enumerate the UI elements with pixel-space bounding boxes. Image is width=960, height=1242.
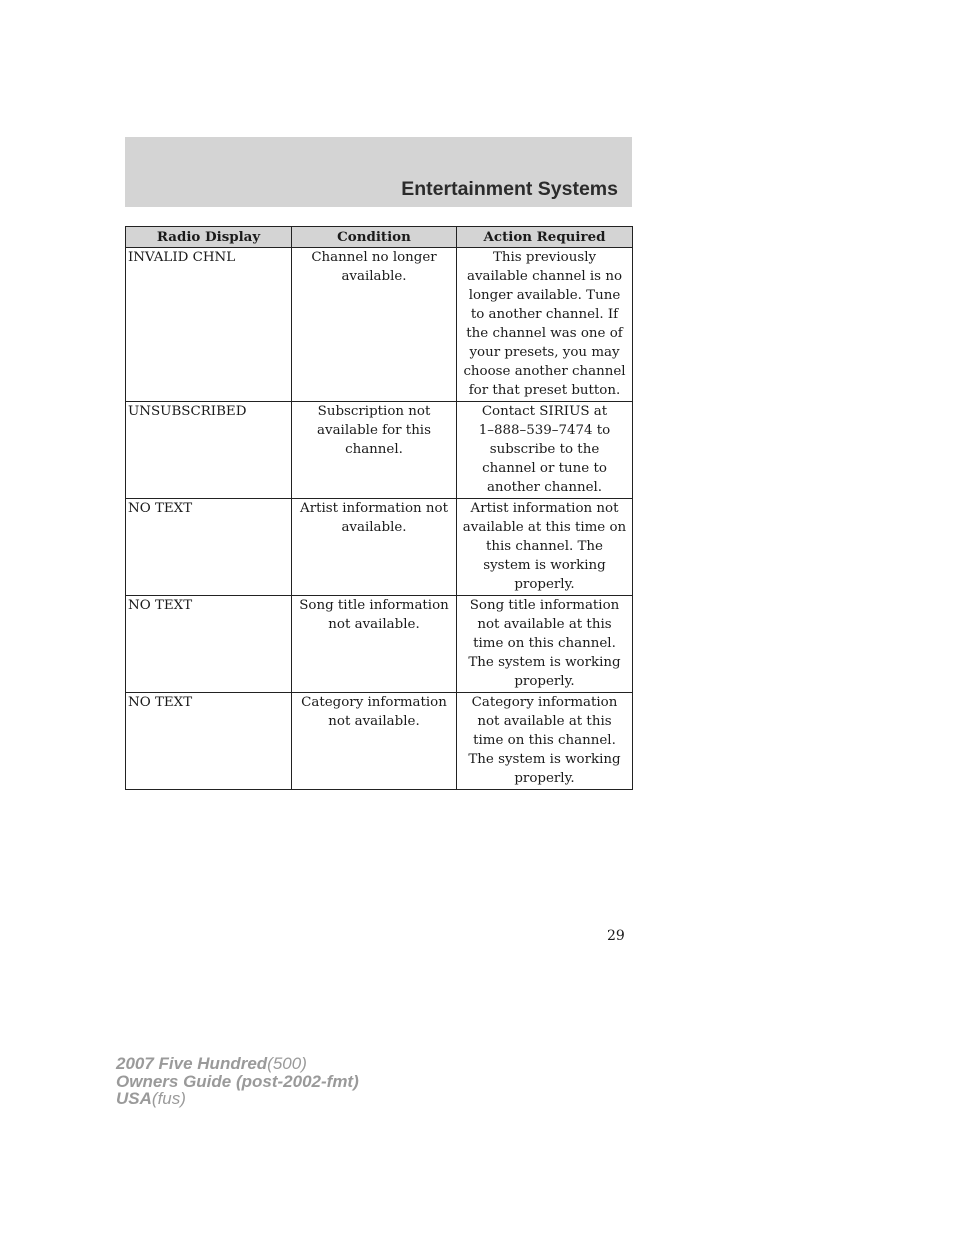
condition-cell-line: Artist information not <box>300 501 448 516</box>
action-required-cell <box>457 248 633 402</box>
radio-display-cell: INVALID CHNL <box>126 248 292 402</box>
condition-cell-line: available. <box>341 269 407 284</box>
table-row <box>126 402 633 499</box>
action-required-cell <box>457 499 633 596</box>
action-required-cell-line: The system is working <box>468 752 621 767</box>
action-required-cell-line: not available at this <box>477 617 612 632</box>
condition-cell-line: channel. <box>345 442 403 457</box>
action-required-cell-line: longer available. Tune <box>468 288 621 303</box>
footer-line-market <box>116 1090 359 1108</box>
radio-display-cell: NO TEXT <box>126 499 292 596</box>
page-number: 29 <box>607 928 625 944</box>
action-required-cell-line: your presets, you may <box>469 345 620 360</box>
table-header-row <box>126 227 633 248</box>
table-body <box>126 248 633 790</box>
action-required-cell-line: this channel. The <box>486 539 603 554</box>
action-required-cell-line: available channel is no <box>466 269 623 284</box>
condition-cell-line: Subscription not <box>317 404 431 419</box>
action-required-cell-line: time on this channel. <box>473 733 616 748</box>
condition-cell-line: Category information <box>301 695 447 710</box>
action-required-cell-line: 1–888–539–7474 to <box>478 423 611 438</box>
action-required-cell-line: time on this channel. <box>473 636 616 651</box>
action-required-cell-line: Contact SIRIUS at <box>481 404 608 419</box>
condition-cell-line: not available. <box>328 617 420 632</box>
action-required-cell-line: Song title information <box>469 598 620 613</box>
condition-cell-line: Channel no longer <box>311 250 437 265</box>
section-title: Entertainment Systems <box>401 178 618 200</box>
condition-cell-line: Song title information <box>299 598 449 613</box>
radio-display-cell: UNSUBSCRIBED <box>126 402 292 499</box>
action-required-cell-line: Artist information not <box>470 501 619 516</box>
condition-cell-line: not available. <box>328 714 420 729</box>
action-required-cell <box>457 596 633 693</box>
condition-cell <box>292 499 457 596</box>
table-row <box>126 693 633 790</box>
column-header-action-required: Action Required <box>457 227 633 248</box>
column-header-condition: Condition <box>292 227 457 248</box>
action-required-cell-line: to another channel. If <box>470 307 619 322</box>
footer-market-code: (fus) <box>151 1089 186 1108</box>
action-required-cell-line: the channel was one of <box>466 326 623 341</box>
footer-document-info <box>116 1055 359 1108</box>
condition-cell <box>292 596 457 693</box>
action-required-cell <box>457 402 633 499</box>
action-required-cell-line: properly. <box>514 577 575 592</box>
condition-cell-line: available. <box>341 520 407 535</box>
action-required-cell-line: subscribe to the <box>489 442 600 457</box>
action-required-cell-line: available at this time on <box>462 520 627 535</box>
radio-display-table <box>125 226 633 790</box>
footer-line-model <box>116 1055 359 1073</box>
footer-model-code: (500) <box>267 1054 307 1073</box>
condition-cell <box>292 693 457 790</box>
radio-display-cell: NO TEXT <box>126 596 292 693</box>
action-required-cell <box>457 693 633 790</box>
action-required-cell-line: another channel. <box>486 480 603 495</box>
table-row <box>126 596 633 693</box>
action-required-cell-line: not available at this <box>477 714 612 729</box>
section-header-band <box>125 137 632 207</box>
table-row <box>126 499 633 596</box>
footer-model-name: 2007 Five Hundred <box>116 1054 268 1073</box>
action-required-cell-line: The system is working <box>468 655 621 670</box>
action-required-cell-line: properly. <box>514 674 575 689</box>
action-required-cell-line: channel or tune to <box>482 461 607 476</box>
condition-cell-line: available for this <box>317 423 431 438</box>
column-header-radio-display: Radio Display <box>126 227 292 248</box>
action-required-cell-line: This previously <box>492 250 597 265</box>
radio-display-cell: NO TEXT <box>126 693 292 790</box>
action-required-cell-line: choose another channel <box>463 364 626 379</box>
footer-market: USA <box>116 1089 152 1108</box>
table-row <box>126 248 633 402</box>
action-required-cell-line: properly. <box>514 771 575 786</box>
footer-guide-name: Owners Guide (post-2002-fmt) <box>116 1071 359 1091</box>
action-required-cell-line: system is working <box>483 558 606 573</box>
action-required-cell-line: for that preset button. <box>468 383 621 398</box>
action-required-cell-line: Category information <box>471 695 618 710</box>
condition-cell <box>292 248 457 402</box>
condition-cell <box>292 402 457 499</box>
